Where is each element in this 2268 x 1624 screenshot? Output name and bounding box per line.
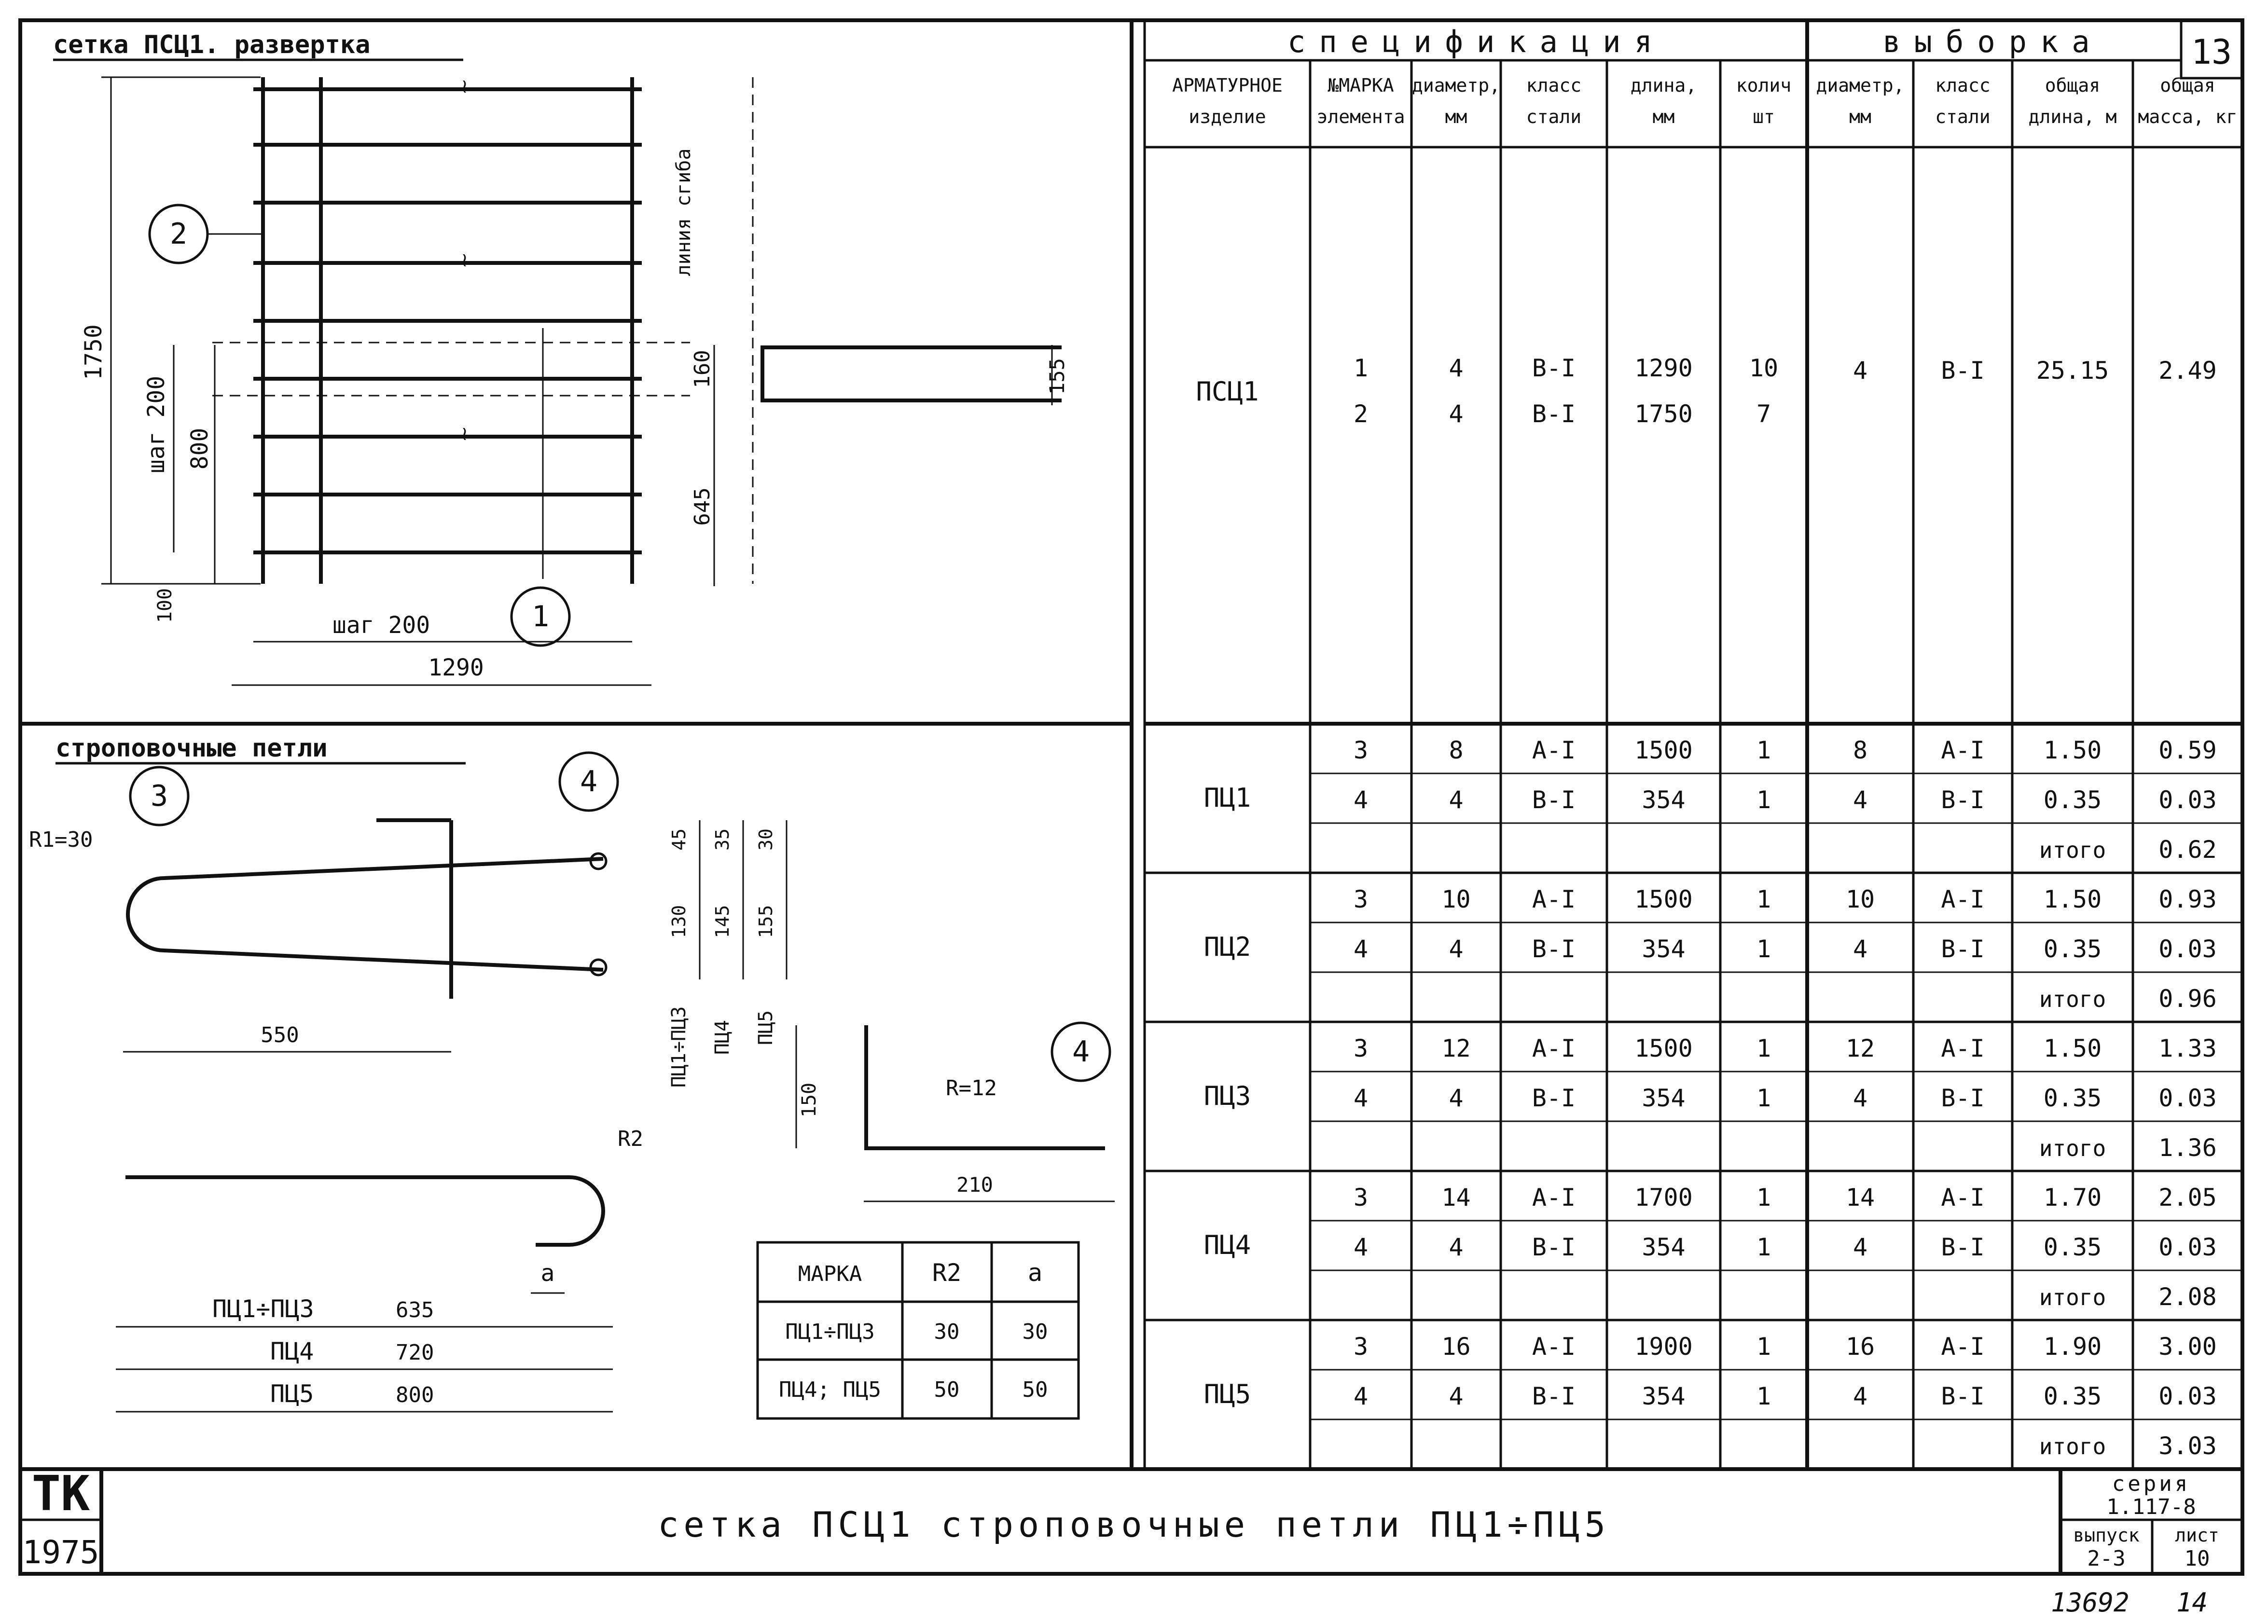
spec-cell: 4 xyxy=(1353,1084,1369,1112)
len-row-value: 720 xyxy=(396,1340,434,1365)
spec-cell: 1 xyxy=(1756,935,1771,963)
spec-header-line2: изделие xyxy=(1189,106,1266,127)
spec-itogo-total: 0.62 xyxy=(2158,836,2217,864)
break-mark: ≀ xyxy=(461,423,468,445)
spec-cell: 2 xyxy=(1353,400,1369,428)
spec-cell: 8 xyxy=(1449,736,1464,764)
spec-vyborka-cell: 4 xyxy=(1853,357,1868,385)
spec-itogo-label: итого xyxy=(2039,1284,2106,1310)
callout-1: 1 xyxy=(531,600,550,633)
dim-155-loop: 155 xyxy=(755,905,776,938)
spec-header-line1: длина, xyxy=(1630,75,1697,96)
spec-cell: 1900 xyxy=(1634,1333,1693,1361)
spec-cell: 354 xyxy=(1642,935,1686,963)
sheet-number: 13 xyxy=(2191,32,2232,72)
label-pc4: ПЦ4 xyxy=(711,1019,733,1055)
spec-cell: 1 xyxy=(1756,1084,1771,1112)
spec-cell: 16 xyxy=(1441,1333,1471,1361)
spec-cell: А-I xyxy=(1532,1034,1576,1062)
spec-cell: 3 xyxy=(1353,1333,1369,1361)
spec-cell: 1 xyxy=(1756,786,1771,814)
spec-cell: 1700 xyxy=(1634,1184,1693,1211)
logo-tk: ТК xyxy=(31,1465,90,1522)
spec-cell: 1750 xyxy=(1634,400,1693,428)
spec-cell: 354 xyxy=(1642,1233,1686,1261)
spec-vyborka-cell: 2.49 xyxy=(2158,357,2217,385)
marka-cell: 50 xyxy=(1022,1377,1048,1402)
dim-155: 155 xyxy=(1045,358,1069,395)
year: 1975 xyxy=(22,1534,99,1571)
spec-cell: 12 xyxy=(1845,1034,1875,1062)
spec-cell: А-I xyxy=(1532,1184,1576,1211)
detail-dim-210: 210 xyxy=(956,1173,993,1197)
spec-cell: 4 xyxy=(1449,786,1464,814)
spec-cell: 354 xyxy=(1642,786,1686,814)
loop-r1: R1=30 xyxy=(29,827,93,852)
spec-header-line2: шт xyxy=(1753,106,1775,127)
spec-cell: 1.50 xyxy=(2043,736,2102,764)
spec-cell: А-I xyxy=(1941,736,1985,764)
callout-4: 4 xyxy=(580,765,598,798)
dim-160: 160 xyxy=(690,350,715,388)
spec-item-name: ПЦ3 xyxy=(1203,1081,1251,1111)
drawing-title: сетка ПСЦ1 строповочные петли ПЦ1÷ПЦ5 xyxy=(658,1504,1610,1545)
vypusk-label: выпуск xyxy=(2073,1525,2140,1546)
spec-cell: В-I xyxy=(1941,1233,1985,1261)
vyborka-title: выборка xyxy=(1882,24,2103,59)
loop-shape xyxy=(128,859,603,970)
spec-header-line1: общая xyxy=(2045,75,2101,96)
detail-r12: R=12 xyxy=(946,1076,997,1101)
marka-header: a xyxy=(1027,1259,1043,1287)
spec-itogo-label: итого xyxy=(2039,837,2106,863)
loop-side-view xyxy=(125,1177,603,1245)
spec-cell: 0.35 xyxy=(2043,1382,2102,1410)
spec-cell: 3 xyxy=(1353,1034,1369,1062)
loop-end xyxy=(591,960,606,975)
spec-cell: 1 xyxy=(1756,1233,1771,1261)
spec-cell: 1.33 xyxy=(2158,1034,2217,1062)
spec-cell: В-I xyxy=(1532,1233,1576,1261)
dim-step-horizontal: шаг 200 xyxy=(332,612,430,639)
spec-vyborka-cell: 25.15 xyxy=(2036,357,2109,385)
spec-cell: 1290 xyxy=(1634,354,1693,382)
spec-cell: А-I xyxy=(1532,885,1576,913)
spec-cell: 0.03 xyxy=(2158,935,2217,963)
loop-a: a xyxy=(540,1260,555,1287)
marka-table xyxy=(758,1242,1079,1418)
len-row-value: 800 xyxy=(396,1383,434,1407)
loops-section xyxy=(29,734,1115,1412)
spec-cell: 14 xyxy=(1845,1184,1875,1211)
len-row-label: ПЦ4 xyxy=(270,1337,314,1365)
spec-header-line2: элемента xyxy=(1316,106,1405,127)
spec-itogo-total: 1.36 xyxy=(2158,1134,2217,1162)
spec-cell: 4 xyxy=(1449,400,1464,428)
spec-cell: 4 xyxy=(1353,1233,1369,1261)
spec-header-line2: мм xyxy=(1652,106,1675,127)
seria-label: серия xyxy=(2112,1472,2191,1496)
spec-cell: 0.35 xyxy=(2043,786,2102,814)
net-section-view xyxy=(762,347,1062,400)
spec-cell: 16 xyxy=(1845,1333,1875,1361)
spec-cell: А-I xyxy=(1532,736,1576,764)
callout-3: 3 xyxy=(150,779,168,813)
spec-header-line2: стали xyxy=(1526,106,1582,127)
spec-itogo-total: 0.96 xyxy=(2158,985,2217,1013)
seria-value: 1.117-8 xyxy=(2106,1495,2196,1519)
detail-dim-150: 150 xyxy=(798,1082,820,1118)
loop-r2: R2 xyxy=(618,1127,643,1151)
spec-cell: А-I xyxy=(1941,1034,1985,1062)
spec-cell: А-I xyxy=(1941,1184,1985,1211)
spec-cell: 0.03 xyxy=(2158,1233,2217,1261)
spec-itogo-label: итого xyxy=(2039,1135,2106,1161)
marka-cell: 30 xyxy=(934,1320,960,1344)
spec-cell: 4 xyxy=(1353,786,1369,814)
break-mark: ≀ xyxy=(461,249,468,271)
spec-cell: 0.35 xyxy=(2043,1233,2102,1261)
callout-2: 2 xyxy=(169,217,188,251)
spec-cell: А-I xyxy=(1941,885,1985,913)
spec-cell: 1 xyxy=(1353,354,1369,382)
handwritten-page-number: 14 xyxy=(2176,1587,2208,1618)
dim-30: 30 xyxy=(755,828,776,851)
spec-cell: 4 xyxy=(1853,1382,1868,1410)
dim-550: 550 xyxy=(261,1023,299,1047)
spec-header-line2: длина, м xyxy=(2028,106,2117,127)
spec-cell: В-I xyxy=(1532,1084,1576,1112)
spec-header-line1: АРМАТУРНОЕ xyxy=(1172,75,1283,96)
spec-cell: В-I xyxy=(1941,1382,1985,1410)
spec-item-name: ПЦ4 xyxy=(1203,1230,1251,1260)
spec-cell: 4 xyxy=(1449,1233,1464,1261)
spec-header-line1: диаметр, xyxy=(1816,75,1905,96)
dim-45: 45 xyxy=(668,828,690,851)
spec-header-line2: мм xyxy=(1849,106,1871,127)
spec-cell: В-I xyxy=(1532,400,1576,428)
spec-title: спецификация xyxy=(1287,24,1666,59)
spec-cell: 0.03 xyxy=(2158,1084,2217,1112)
spec-cell: 3 xyxy=(1353,736,1369,764)
spec-cell: 1.90 xyxy=(2043,1333,2102,1361)
dim-645: 645 xyxy=(690,487,715,526)
dim-35: 35 xyxy=(712,828,733,851)
fold-line-label: линия сгиба xyxy=(673,148,695,276)
len-row-label: ПЦ5 xyxy=(270,1380,314,1408)
spec-cell: 1 xyxy=(1756,736,1771,764)
spec-cell: 3.00 xyxy=(2158,1333,2217,1361)
inventory-number: 13692 xyxy=(2051,1587,2130,1618)
spec-cell: 4 xyxy=(1853,1233,1868,1261)
spec-header-line2: мм xyxy=(1445,106,1467,127)
spec-cell: 1 xyxy=(1756,885,1771,913)
spec-cell: 7 xyxy=(1756,400,1771,428)
spec-cell: В-I xyxy=(1532,1382,1576,1410)
list-label: лист xyxy=(2175,1525,2219,1546)
len-row-label: ПЦ1÷ПЦ3 xyxy=(212,1295,314,1323)
spec-cell: 10 xyxy=(1845,885,1875,913)
spec-item-name: ПЦ5 xyxy=(1203,1379,1251,1409)
spec-cell: В-I xyxy=(1532,786,1576,814)
break-mark: ≀ xyxy=(461,75,468,97)
spec-cell: 1500 xyxy=(1634,885,1693,913)
marka-header: R2 xyxy=(932,1259,962,1287)
spec-cell: 4 xyxy=(1449,354,1464,382)
spec-cell: 1.70 xyxy=(2043,1184,2102,1211)
spec-cell: 0.03 xyxy=(2158,1382,2217,1410)
spec-cell: 1.50 xyxy=(2043,1034,2102,1062)
dim-step-vertical: шаг 200 xyxy=(143,375,170,474)
dim-800: 800 xyxy=(186,427,213,470)
spec-cell: 354 xyxy=(1642,1084,1686,1112)
spec-cell: 1500 xyxy=(1634,736,1693,764)
dim-100: 100 xyxy=(154,588,176,623)
label-pc5: ПЦ5 xyxy=(755,1010,777,1046)
spec-vyborka-cell: В-I xyxy=(1941,357,1985,385)
spec-cell: В-I xyxy=(1532,935,1576,963)
spec-cell: 1 xyxy=(1756,1382,1771,1410)
spec-cell: 1 xyxy=(1756,1333,1771,1361)
title-block xyxy=(20,1465,2242,1574)
spec-cell: В-I xyxy=(1941,935,1985,963)
marka-header: МАРКА xyxy=(798,1262,862,1286)
marka-cell: 50 xyxy=(934,1377,960,1402)
spec-cell: 2.05 xyxy=(2158,1184,2217,1211)
spec-header-line2: масса, кг xyxy=(2138,106,2238,127)
spec-cell: А-I xyxy=(1941,1333,1985,1361)
loops-title: строповочные петли xyxy=(55,734,328,763)
specification-table xyxy=(1145,20,2242,1469)
spec-cell: 10 xyxy=(1441,885,1471,913)
spec-cell: 0.35 xyxy=(2043,1084,2102,1112)
spec-itogo-total: 2.08 xyxy=(2158,1283,2217,1311)
list-value: 10 xyxy=(2184,1546,2210,1571)
dim-1750: 1750 xyxy=(80,324,107,380)
spec-header-line2: стали xyxy=(1935,106,1991,127)
marka-cell: ПЦ1÷ПЦ3 xyxy=(785,1320,875,1344)
net-title: сетка ПСЦ1. развертка xyxy=(53,30,371,59)
spec-cell: 0.03 xyxy=(2158,786,2217,814)
spec-cell: 4 xyxy=(1353,1382,1369,1410)
spec-header-line1: класс xyxy=(1526,75,1582,96)
spec-cell: 4 xyxy=(1449,1084,1464,1112)
spec-cell: 4 xyxy=(1853,786,1868,814)
spec-cell: 1500 xyxy=(1634,1034,1693,1062)
spec-item-name: ПСЦ1 xyxy=(1196,376,1259,407)
spec-cell: 1 xyxy=(1756,1034,1771,1062)
spec-cell: 4 xyxy=(1853,1084,1868,1112)
vypusk-value: 2-3 xyxy=(2087,1546,2126,1571)
spec-cell: 14 xyxy=(1441,1184,1471,1211)
label-pc1-3: ПЦ1÷ПЦ3 xyxy=(668,1006,690,1088)
spec-cell: 0.35 xyxy=(2043,935,2102,963)
spec-cell: 1 xyxy=(1756,1184,1771,1211)
marka-cell: ПЦ4; ПЦ5 xyxy=(779,1377,881,1402)
spec-cell: 12 xyxy=(1441,1034,1471,1062)
spec-cell: В-I xyxy=(1532,354,1576,382)
dim-1290: 1290 xyxy=(428,654,484,681)
spec-cell: А-I xyxy=(1532,1333,1576,1361)
spec-item-name: ПЦ1 xyxy=(1203,783,1251,813)
spec-cell: 4 xyxy=(1449,1382,1464,1410)
spec-itogo-label: итого xyxy=(2039,986,2106,1012)
dim-130: 130 xyxy=(668,905,690,938)
spec-header-line1: колич xyxy=(1736,75,1792,96)
spec-cell: 1.50 xyxy=(2043,885,2102,913)
dim-145: 145 xyxy=(712,905,733,938)
marka-cell: 30 xyxy=(1022,1320,1048,1344)
spec-cell: 0.93 xyxy=(2158,885,2217,913)
len-row-value: 635 xyxy=(396,1298,434,1322)
spec-itogo-label: итого xyxy=(2039,1433,2106,1459)
spec-cell: 3 xyxy=(1353,885,1369,913)
net-section xyxy=(53,30,1069,685)
spec-itogo-total: 3.03 xyxy=(2158,1432,2217,1460)
spec-cell: 0.59 xyxy=(2158,736,2217,764)
spec-cell: 354 xyxy=(1642,1382,1686,1410)
spec-cell: 4 xyxy=(1353,935,1369,963)
spec-cell: 10 xyxy=(1749,354,1779,382)
spec-cell: 8 xyxy=(1853,736,1868,764)
spec-cell: В-I xyxy=(1941,786,1985,814)
spec-cell: В-I xyxy=(1941,1084,1985,1112)
spec-cell: 3 xyxy=(1353,1184,1369,1211)
spec-header-line1: общая xyxy=(2160,75,2215,96)
detail-callout-4: 4 xyxy=(1072,1035,1090,1069)
spec-header-line1: №МАРКА xyxy=(1328,75,1394,96)
spec-cell: 4 xyxy=(1449,935,1464,963)
spec-cell: 4 xyxy=(1853,935,1868,963)
spec-header-line1: диаметр, xyxy=(1411,75,1501,96)
spec-item-name: ПЦ2 xyxy=(1203,932,1251,962)
loop-end xyxy=(591,853,606,869)
spec-header-line1: класс xyxy=(1935,75,1991,96)
